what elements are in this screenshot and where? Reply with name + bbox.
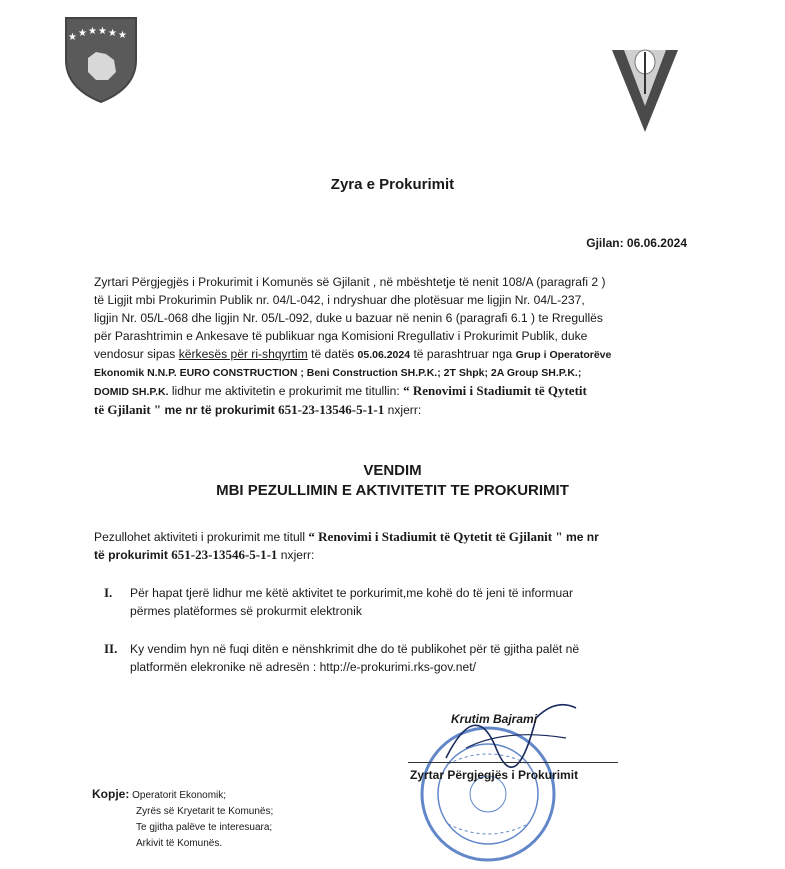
svg-text:★: ★ (118, 30, 127, 41)
intro-line: për Parashtrimin e Ankesave të publikuar nga Komisioni Rregullativ i Prokurimit Publik, duke (94, 329, 588, 343)
copy-recipient: Arkivit të Komunës. (136, 838, 223, 849)
list-item (104, 584, 694, 624)
text-fragment: me nr (562, 530, 599, 544)
intro-line (94, 382, 694, 401)
copies-first (92, 786, 273, 804)
list-number: I. (104, 585, 113, 600)
procurement-number: 651-23-13546-5-1-1 (278, 402, 385, 417)
copies-label: Kopje: (92, 787, 130, 801)
text-fragment: nxjerr: (277, 548, 315, 562)
document-date: Gjilan: 06.06.2024 (586, 236, 687, 250)
intro-line: Zyrtari Përgjegjës i Prokurimit i Komunës së Gjilanit , në mbështetje të nenit 108/A (paragrafi 2 ) (94, 275, 606, 289)
copy-recipient: Zyrës së Kryetarit te Komunës; (136, 806, 274, 817)
procurement-number: 651-23-13546-5-1-1 (171, 547, 278, 562)
list-line: Ky vendim hyn në fuqi ditën e nënshkrimit dhe do të publikohet për të gjitha palët në (130, 642, 580, 656)
list-line: përmes platëformes së prokurmit elektronik (130, 604, 362, 618)
copy-recipient: Operatorit Ekonomik; (132, 790, 227, 801)
decision-line (94, 546, 694, 564)
list-item (104, 640, 694, 680)
list-line: platformën elekronike në adresën : http://e-prokurimi.rks-gov.net/ (130, 660, 476, 674)
procurement-title: “ Renovimi i Stadiumit të Qytetit (403, 383, 587, 398)
operator-group: Grup i Operatorëve (515, 349, 612, 361)
text-fragment: nxjerr: (384, 403, 422, 417)
text-fragment: me nr të prokurimit (161, 403, 279, 417)
signer-title: Zyrtar Përgjegjës i Prokurimit (410, 768, 579, 782)
text-fragment: lidhur me aktivitetin e prokurimit me titullin: (168, 384, 404, 398)
signature-line (408, 762, 618, 763)
decision-paragraph (94, 528, 694, 564)
text-fragment: të parashtruar nga (410, 347, 516, 361)
operator-name: DOMID SH.P.K. (94, 386, 169, 398)
decision-line (94, 528, 694, 546)
svg-text:★: ★ (68, 32, 77, 43)
text-fragment: vendosur sipas (94, 347, 179, 361)
text-fragment: të datës (307, 347, 358, 361)
signature-icon (436, 688, 586, 778)
list-text (130, 640, 690, 676)
decision-title: VENDIM (363, 462, 422, 479)
kosovo-emblem-icon (62, 14, 140, 104)
intro-line (94, 401, 694, 419)
svg-text:★: ★ (98, 26, 107, 37)
decision-subtitle: MBI PEZULLIMIN E AKTIVITETIT TE PROKURIMIT (216, 482, 569, 499)
intro-line (94, 345, 694, 364)
list-number: II. (104, 641, 118, 656)
svg-text:★: ★ (88, 26, 97, 37)
svg-text:★: ★ (108, 28, 117, 39)
gjilan-emblem-icon (606, 42, 684, 134)
list-line: Për hapat tjerë lidhur me këtë aktivitet te porkurimit,me kohë do të jeni të informuar (130, 586, 573, 600)
intro-paragraph (94, 273, 694, 419)
decision-heading (0, 461, 785, 501)
operators-list: Ekonomik N.N.P. EURO CONSTRUCTION ; Beni Construction SH.P.K.; 2T Shpk; 2A Group SH.P.K.; (94, 367, 582, 379)
request-date: 05.06.2024 (357, 349, 411, 361)
office-title: Zyra e Prokurimit (330, 176, 455, 193)
signer-name: Krutim Bajrami (451, 712, 538, 726)
copy-recipient: Te gjitha palëve te interesuara; (136, 822, 273, 833)
request-link: kërkesës për ri-shqyrtim (178, 347, 308, 361)
procurement-title: “ Renovimi i Stadiumit të Qytetit të Gjilanit " (308, 529, 563, 544)
intro-line: të Ligjit mbi Prokurimin Publik nr. 04/L-042, i ndryshuar dhe plotësuar me ligjin Nr. 04/L-237, (94, 293, 585, 307)
copies-list (92, 786, 273, 852)
text-fragment: të prokurimit (94, 548, 172, 562)
intro-line: ligjin Nr. 05/L-068 dhe ligjin Nr. 05/L-092, duke u bazuar në nenin 6 (paragrafi 6.1 ) te Rregullës (94, 311, 603, 325)
svg-text:★: ★ (78, 28, 87, 39)
list-text (130, 584, 690, 620)
text-fragment: Pezullohet aktiviteti i prokurimit me titull (94, 530, 309, 544)
procurement-title: të Gjilanit " (94, 402, 162, 417)
